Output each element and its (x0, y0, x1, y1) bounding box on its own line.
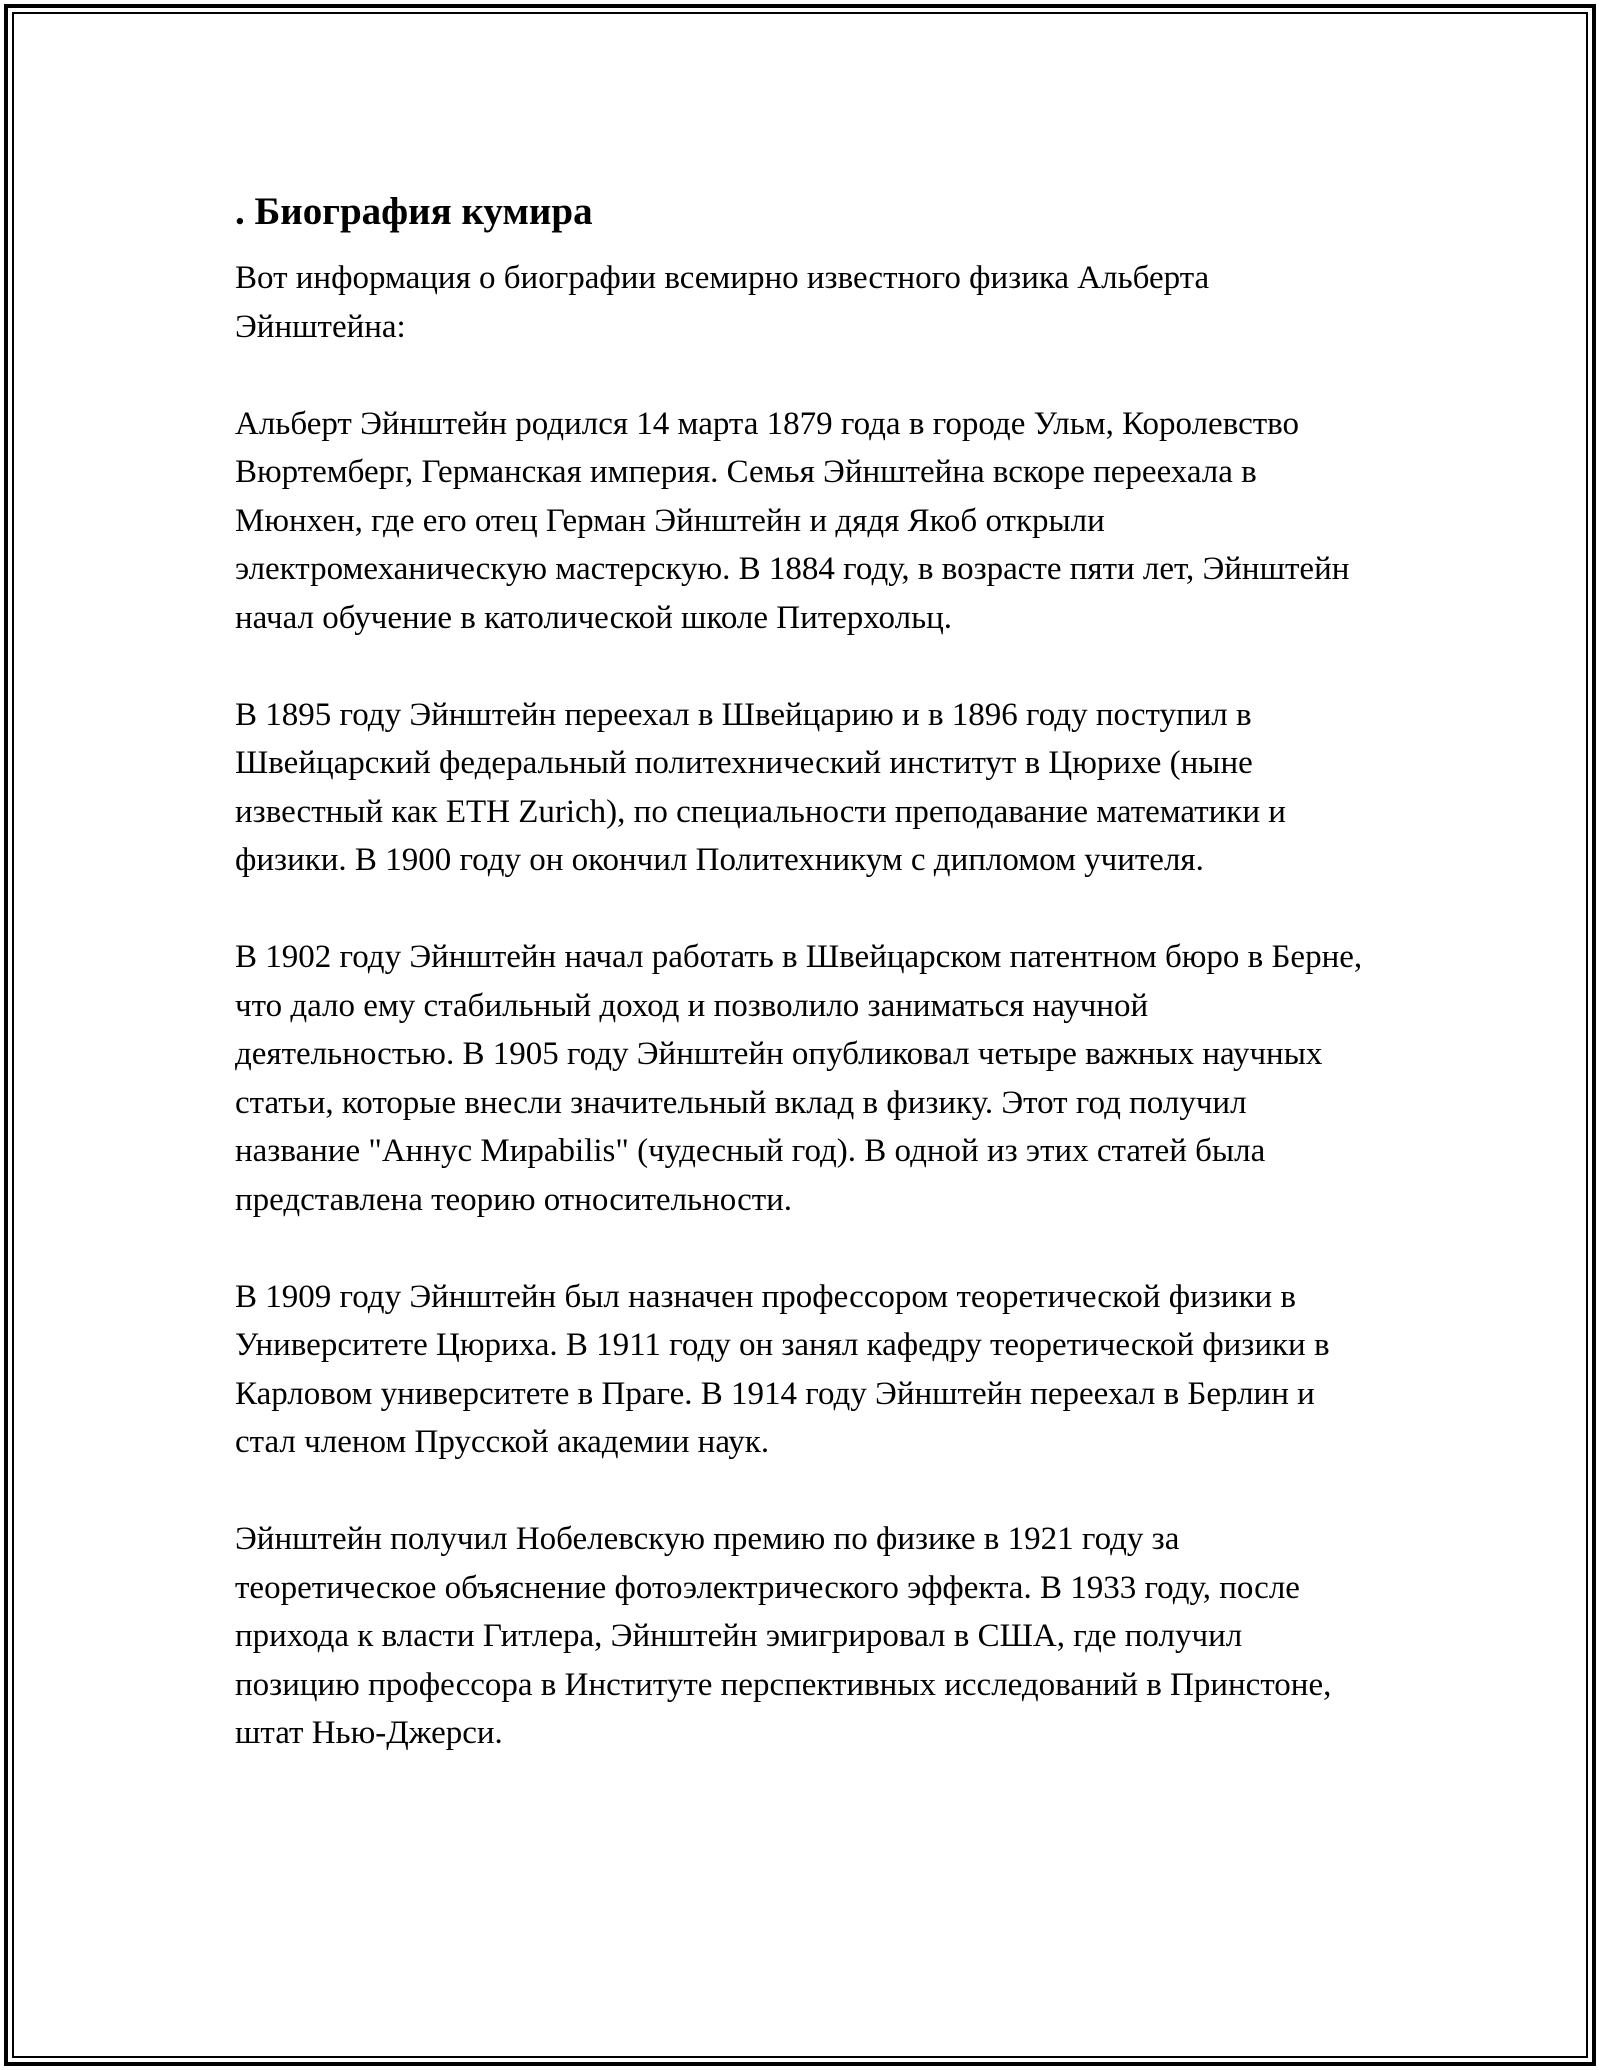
document-body (235, 186, 1375, 1806)
intro-paragraph: Вот информация о биографии всемирно известного физика Альберта Эйнштейна: (235, 260, 1210, 345)
paragraph-professorship: В 1909 году Эйнштейн был назначен профессором теоретической физики в Университете Цюриха. В 1911 году он занял кафедру теоретической физики в Карловом университете в Праге. В 1914 году Эйнштейн переехал в Берлин и стал членом Прусской академии наук. (235, 1278, 1330, 1460)
paragraph-education: В 1895 году Эйнштейн переехал в Швейцарию и в 1896 году поступил в Швейцарский федеральный политехнический институт в Цюрихе (ныне известный как ETH Zurich), по специальности преподавание математики и физики. В 1900 году он окончил Политехникум с дипломом учителя. (235, 696, 1286, 878)
paragraph-patent-office: В 1902 году Эйнштейн начал работать в Швейцарском патентном бюро в Берне, что дало ему стабильный доход и позволило заниматься научной деятельностью. В 1905 году Эйнштейн опубликовал четыре важных научных статьи, которые внесли значительный вклад в физику. Этот год получил название "Аннус Мирabilis" (чудесный год). В одной из этих статей была представлена теорию относительности. (235, 939, 1363, 1218)
paragraph-nobel-prize: Эйнштейн получил Нобелевскую премию по физике в 1921 году за теоретическое объяснение фотоэлектрического эффекта. В 1933 году, после прихода к власти Гитлера, Эйнштейн эмигрировал в США, где получил позицию профессора в Институте перспективных исследований в Принстоне, штат Нью-Джерси. (235, 1521, 1332, 1751)
paragraph-birth: Альберт Эйнштейн родился 14 марта 1879 года в городе Ульм, Королевство Вюртемберг, Германская империя. Семья Эйнштейна вскоре переехала в Мюнхен, где его отец Герман Эйнштейн и дядя Якоб открыли электромеханическую мастерскую. В 1884 году, в возрасте пяти лет, Эйнштейн начал обучение в католической школе Питерхольц. (235, 405, 1350, 636)
document-title: . Биография кумира (235, 190, 593, 233)
